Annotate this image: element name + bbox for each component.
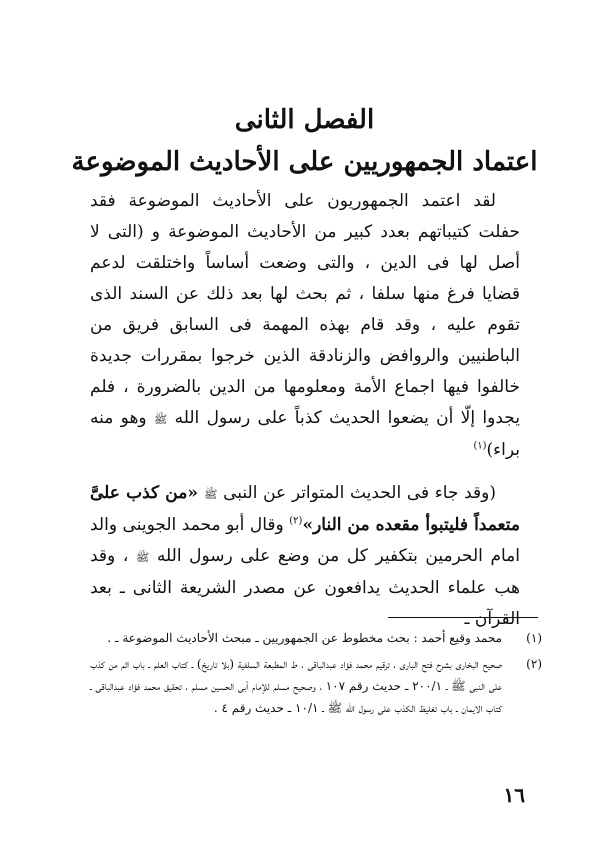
paragraph-1-text: لقد اعتمد الجمهوريون على الأحاديث الموضوعة فقد حفلت كتيباتهم بعدد كبير من الأحاديث الموضوعة و (التى لا أصل لها فى الدين ، والتى وضعت أساساً واختلقت لدعم قضايا فرغ منها سلفا ، ثم بحث لها بعد ذلك عن السند الذى تقوم عليه ، وقد قام بهذه المهمة فى السابق فريق من الباطنيين والروافض والزنادقة الذين خرجوا بمقررات جديدة خالفوا فيها اجماع الأمة ومعلومها من الدين بالضرورة ، فلم يجدوا إلّا أن يضعوا الحديث كذباً على رسول الله [90, 191, 520, 428]
hadith-quote: «من كذب علىَّ متعمداً فليتبوأ مقعده من النار» [90, 483, 520, 535]
body-text [90, 186, 520, 635]
chapter-title: الفصل الثانى [234, 105, 375, 135]
chapter-subtitle: اعتماد الجمهوريين على الأحاديث الموضوعة [71, 147, 538, 177]
footnote-text: صحيح البخارى بشرح فتح البارى ، ترقيم محمد فؤاد عبدالباقى ، ط المطبعة السلفية (بلا تاريخ) ـ كتاب العلم ـ باب اثم من كذب على النبى ﷺ ـ ٢٠٠/١ ـ حديث رقم ١٠٧ ، وصحيح مسلم للإمام أبى الحسين مسلم ، تحقيق محمد فؤاد عبدالباقى ـ كتاب الايمان ـ باب تغليظ الكذب على رسول الله ﷺ ـ ١٠/١ ـ حديث رقم ٤ . [90, 657, 502, 715]
paragraph-1-end: وهو منه براء) [90, 408, 520, 460]
paragraph-2-end: ، وقد هب علماء الحديث يدافعون عن مصدر الشريعة الثانى ـ بعد القرآن ـ [90, 546, 520, 629]
paragraph-2-mid: وقال أبو محمد الجوينى والد امام الحرمين بتكفير كل من وضع على رسول الله [90, 515, 521, 566]
footnote-ref-2[interactable]: (٢) [289, 515, 303, 527]
paragraph-2-start: (وقد جاء فى الحديث المتواتر عن النبى [223, 483, 496, 503]
paragraph-2 [90, 478, 520, 635]
footnote-1 [90, 627, 542, 649]
footnote-number: (٢) [526, 657, 542, 671]
honorific-mark: ﷺ [153, 413, 168, 426]
paragraph-1 [90, 186, 520, 466]
footnote-divider [388, 617, 538, 618]
footnote-text: محمد وقيع أحمد : بحث مخطوط عن الجمهوريين ـ مبحث الأحاديث الموضوعة ـ . [107, 631, 502, 645]
footnote-2 [90, 653, 542, 719]
footnote-number: (١) [526, 631, 542, 645]
honorific-mark: ﷺ [135, 551, 150, 564]
honorific-mark: ﷺ [204, 488, 218, 501]
page-number: ١٦ [503, 783, 525, 807]
footnotes [90, 627, 542, 723]
footnote-ref-1[interactable]: (١) [473, 440, 487, 452]
